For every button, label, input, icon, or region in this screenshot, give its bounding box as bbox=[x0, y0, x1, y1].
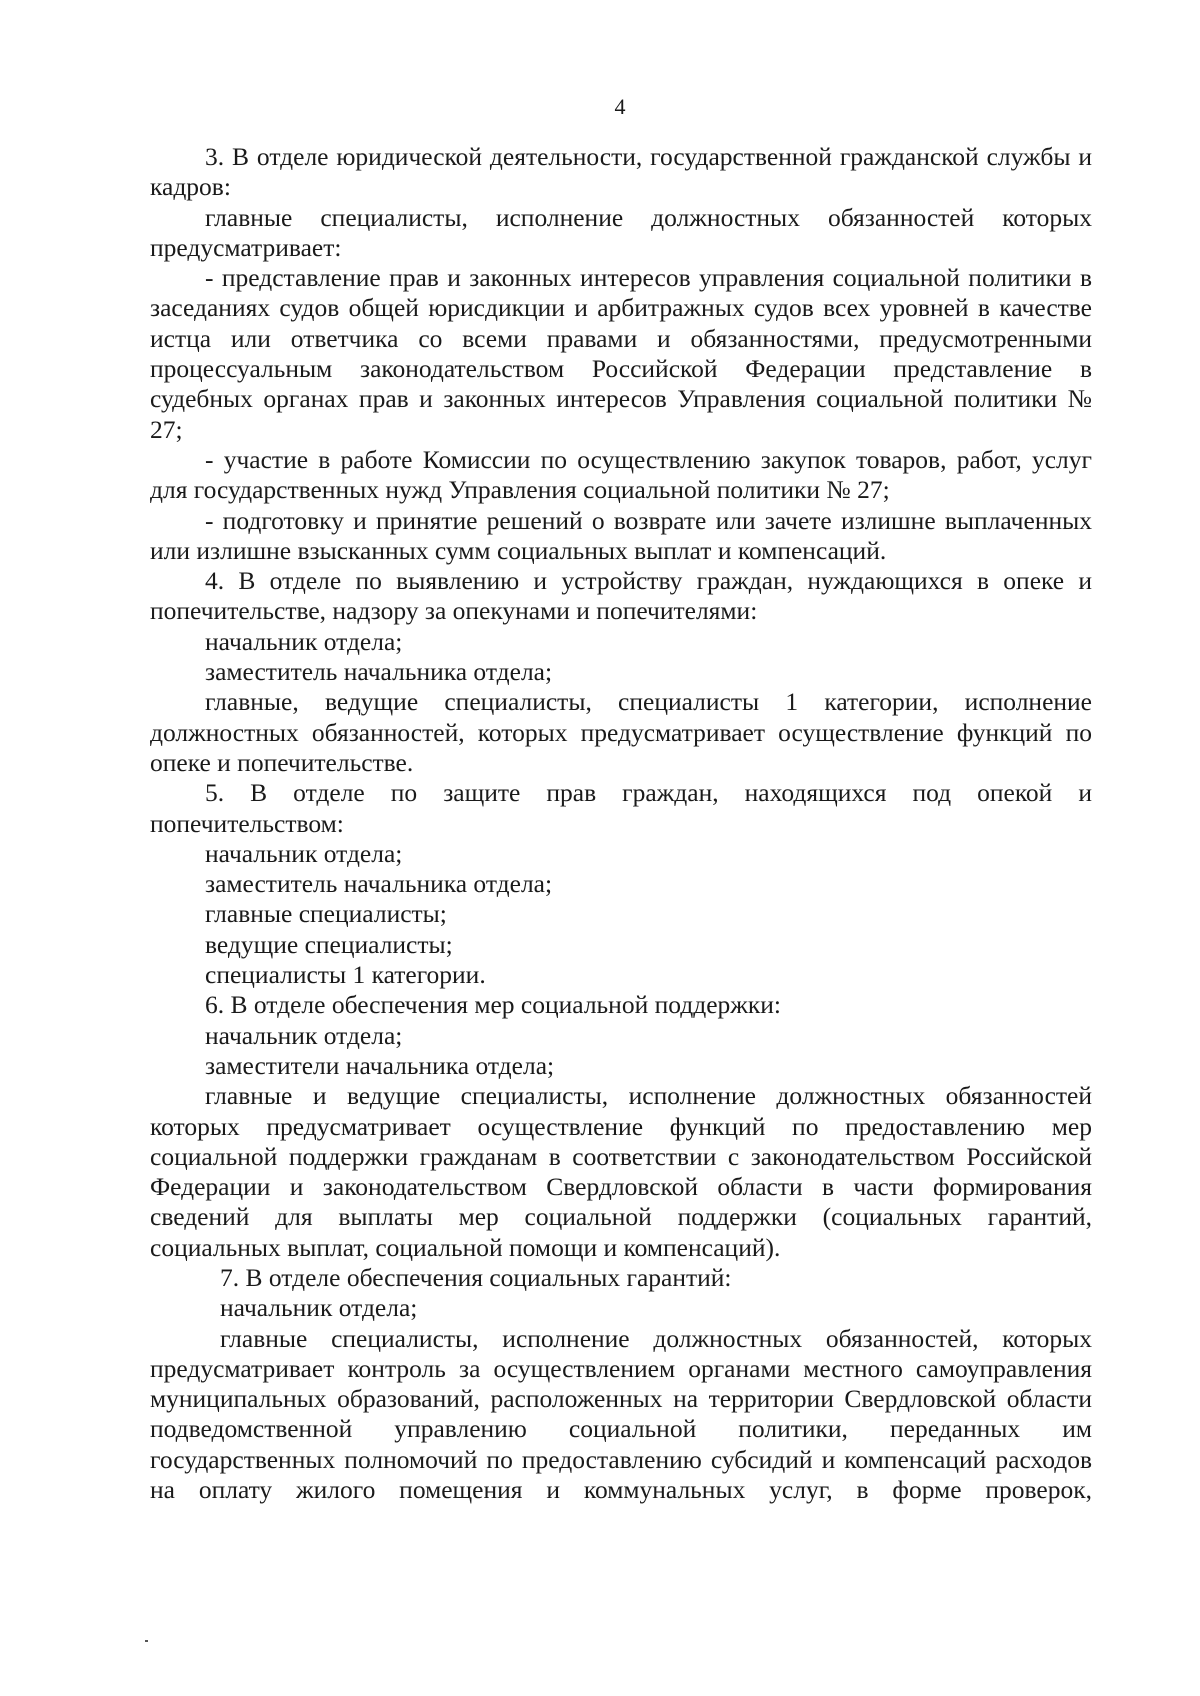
section-3-item-procurement-commission: - участие в работе Комиссии по осуществлению закупок товаров, работ, услуг для государственных нужд Управления социальной политики № 27; bbox=[150, 444, 1092, 505]
section-5-position-specialists-cat1: специалисты 1 категории. bbox=[205, 960, 486, 990]
section-5-position-deputy: заместитель начальника отдела; bbox=[205, 869, 553, 899]
section-7-heading: 7. В отделе обеспечения социальных гарантий: bbox=[220, 1262, 732, 1292]
section-7-position-specialists: главные специалисты, исполнение должностных обязанностей, которых предусматривает контроль за осуществлением органами местного самоуправления муниципальных образований, расположенных на территории Свердловской области подведомственной управлению социальной политики, переданных им государственных полномочий по предоставлению субсидий и компенсаций расходов на оплату жилого помещения и коммунальных услуг, в форме проверок, bbox=[150, 1323, 1092, 1505]
section-5-heading: 5. В отделе по защите прав граждан, находящихся под опекой и попечительством: bbox=[150, 778, 1092, 838]
section-6-position-head: начальник отдела; bbox=[205, 1020, 403, 1050]
section-6-position-specialists: главные и ведущие специалисты, исполнение должностных обязанностей которых предусматривает осуществление функций по предоставлению мер социальной поддержки гражданам в соответствии с законодательством Российской Федерации и законодательством Свердловской области в части формирования сведений для выплаты мер социальной поддержки (социальных гарантий, социальных выплат, социальной помощи и компенсаций). bbox=[150, 1081, 1092, 1262]
section-6-position-deputies: заместители начальника отдела; bbox=[205, 1050, 555, 1080]
section-4-position-specialists: главные, ведущие специалисты, специалисты 1 категории, исполнение должностных обязанностей, которых предусматривает осуществление функций по опеке и попечительстве. bbox=[150, 687, 1092, 777]
section-6-heading: 6. В отделе обеспечения мер социальной поддержки: bbox=[205, 990, 782, 1020]
section-3-chief-specialists: главные специалисты, исполнение должностных обязанностей которых предусматривает: bbox=[150, 202, 1092, 262]
section-5-position-head: начальник отдела; bbox=[205, 838, 403, 868]
section-4-position-deputy: заместитель начальника отдела; bbox=[205, 657, 553, 687]
page-number: 4 bbox=[614, 94, 626, 119]
section-3-heading: 3. В отделе юридической деятельности, государственной гражданской службы и кадров: bbox=[150, 142, 1092, 202]
section-4-heading: 4. В отделе по выявлению и устройству граждан, нуждающихся в опеке и попечительстве, надзору за опекунами и попечителями: bbox=[150, 566, 1092, 626]
section-3-item-refund-decisions: - подготовку и принятие решений о возврате или зачете излишне выплаченных или излишне взысканных сумм социальных выплат и компенсаций. bbox=[150, 505, 1092, 565]
section-5-position-leading-specialists: ведущие специалисты; bbox=[205, 929, 453, 959]
section-4-position-head: начальник отдела; bbox=[205, 626, 403, 656]
section-5-position-chief-specialists: главные специалисты; bbox=[205, 899, 447, 929]
scan-speck bbox=[145, 1640, 148, 1642]
section-3-item-court-representation: - представление прав и законных интересов управления социальной политики в заседаниях судов общей юрисдикции и арбитражных судов всех уровней в качестве истца или ответчика со всеми правами и обязанностями, предусмотренными процессуальным законодательством Российской Федерации представление в судебных органах прав и законных интересов Управления социальной политики № 27; bbox=[150, 263, 1092, 444]
document-body bbox=[150, 142, 1092, 1505]
section-7-position-head: начальник отдела; bbox=[220, 1293, 418, 1323]
